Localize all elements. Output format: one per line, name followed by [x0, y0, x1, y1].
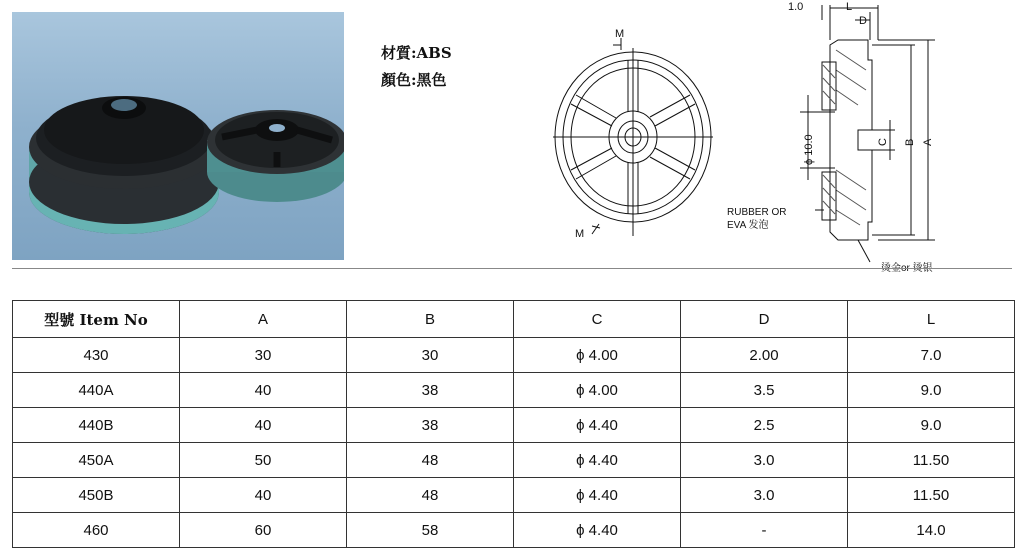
cell-d: 2.5	[681, 408, 848, 443]
feet-illustration	[12, 12, 344, 260]
cell-d: 2.00	[681, 338, 848, 373]
cell-d: -	[681, 513, 848, 548]
rubber-label-line1: RUBBER OR	[727, 207, 787, 218]
cell-b: 48	[347, 478, 514, 513]
dim-label-phi-10: ϕ 10.0	[803, 134, 815, 165]
cell-a: 30	[180, 338, 347, 373]
front-view	[553, 38, 713, 236]
col-header-d: D	[681, 301, 848, 338]
rubber-label-line2: EVA 发泡	[727, 220, 769, 231]
color-line	[381, 67, 452, 94]
cell-a: 40	[180, 408, 347, 443]
material-label: 材質:	[381, 44, 417, 62]
table-header-row	[13, 301, 1015, 338]
cell-item-no: 460	[13, 513, 180, 548]
spec-block	[381, 40, 452, 94]
dim-label-m-top: M	[615, 28, 625, 40]
cell-b: 38	[347, 373, 514, 408]
cell-c: ϕ 4.00	[514, 338, 681, 373]
cell-b: 48	[347, 443, 514, 478]
cell-item-no: 440A	[13, 373, 180, 408]
table-row	[13, 443, 1015, 478]
dim-label-c: C	[877, 138, 889, 146]
cell-l: 7.0	[848, 338, 1015, 373]
col-header-a: A	[180, 301, 347, 338]
cell-item-no: 440B	[13, 408, 180, 443]
dim-label-d: D	[859, 15, 867, 27]
col-header-item-no: 型號 Item No	[13, 301, 180, 338]
cell-c: ϕ 4.40	[514, 443, 681, 478]
color-value: 黑色	[416, 71, 447, 89]
cell-b: 30	[347, 338, 514, 373]
dim-label-l: L	[846, 1, 853, 13]
side-view	[800, 5, 935, 262]
table-row	[13, 478, 1015, 513]
table-row	[13, 513, 1015, 548]
spec-table	[12, 300, 1015, 548]
cell-c: ϕ 4.00	[514, 373, 681, 408]
dim-label-b: B	[904, 138, 916, 146]
col-header-c: C	[514, 301, 681, 338]
cell-item-no: 430	[13, 338, 180, 373]
cell-l: 14.0	[848, 513, 1015, 548]
cell-d: 3.0	[681, 443, 848, 478]
cell-b: 58	[347, 513, 514, 548]
dim-label-m-bottom: M	[575, 228, 585, 240]
cell-a: 40	[180, 478, 347, 513]
material-value: ABS	[416, 44, 452, 62]
cell-c: ϕ 4.40	[514, 408, 681, 443]
color-label: 顏色:	[381, 71, 417, 89]
dim-label-a: A	[922, 138, 934, 146]
cell-l: 9.0	[848, 373, 1015, 408]
product-photo	[12, 12, 344, 260]
cell-d: 3.0	[681, 478, 848, 513]
cell-item-no: 450A	[13, 443, 180, 478]
dim-label-1-0: 1.0	[788, 1, 804, 13]
cell-c: ϕ 4.40	[514, 478, 681, 513]
material-line	[381, 40, 452, 67]
table-row	[13, 408, 1015, 443]
cell-c: ϕ 4.40	[514, 513, 681, 548]
cell-a: 40	[180, 373, 347, 408]
section-divider	[12, 268, 1012, 269]
technical-drawing	[540, 0, 1020, 285]
col-header-l: L	[848, 301, 1015, 338]
cell-item-no: 450B	[13, 478, 180, 513]
cell-a: 50	[180, 443, 347, 478]
cell-l: 9.0	[848, 408, 1015, 443]
table-row	[13, 338, 1015, 373]
cell-l: 11.50	[848, 443, 1015, 478]
cell-a: 60	[180, 513, 347, 548]
cell-l: 11.50	[848, 478, 1015, 513]
finish-label: 烫金or 烫银	[881, 263, 933, 274]
cell-d: 3.5	[681, 373, 848, 408]
table-row	[13, 373, 1015, 408]
col-header-b: B	[347, 301, 514, 338]
cell-b: 38	[347, 408, 514, 443]
